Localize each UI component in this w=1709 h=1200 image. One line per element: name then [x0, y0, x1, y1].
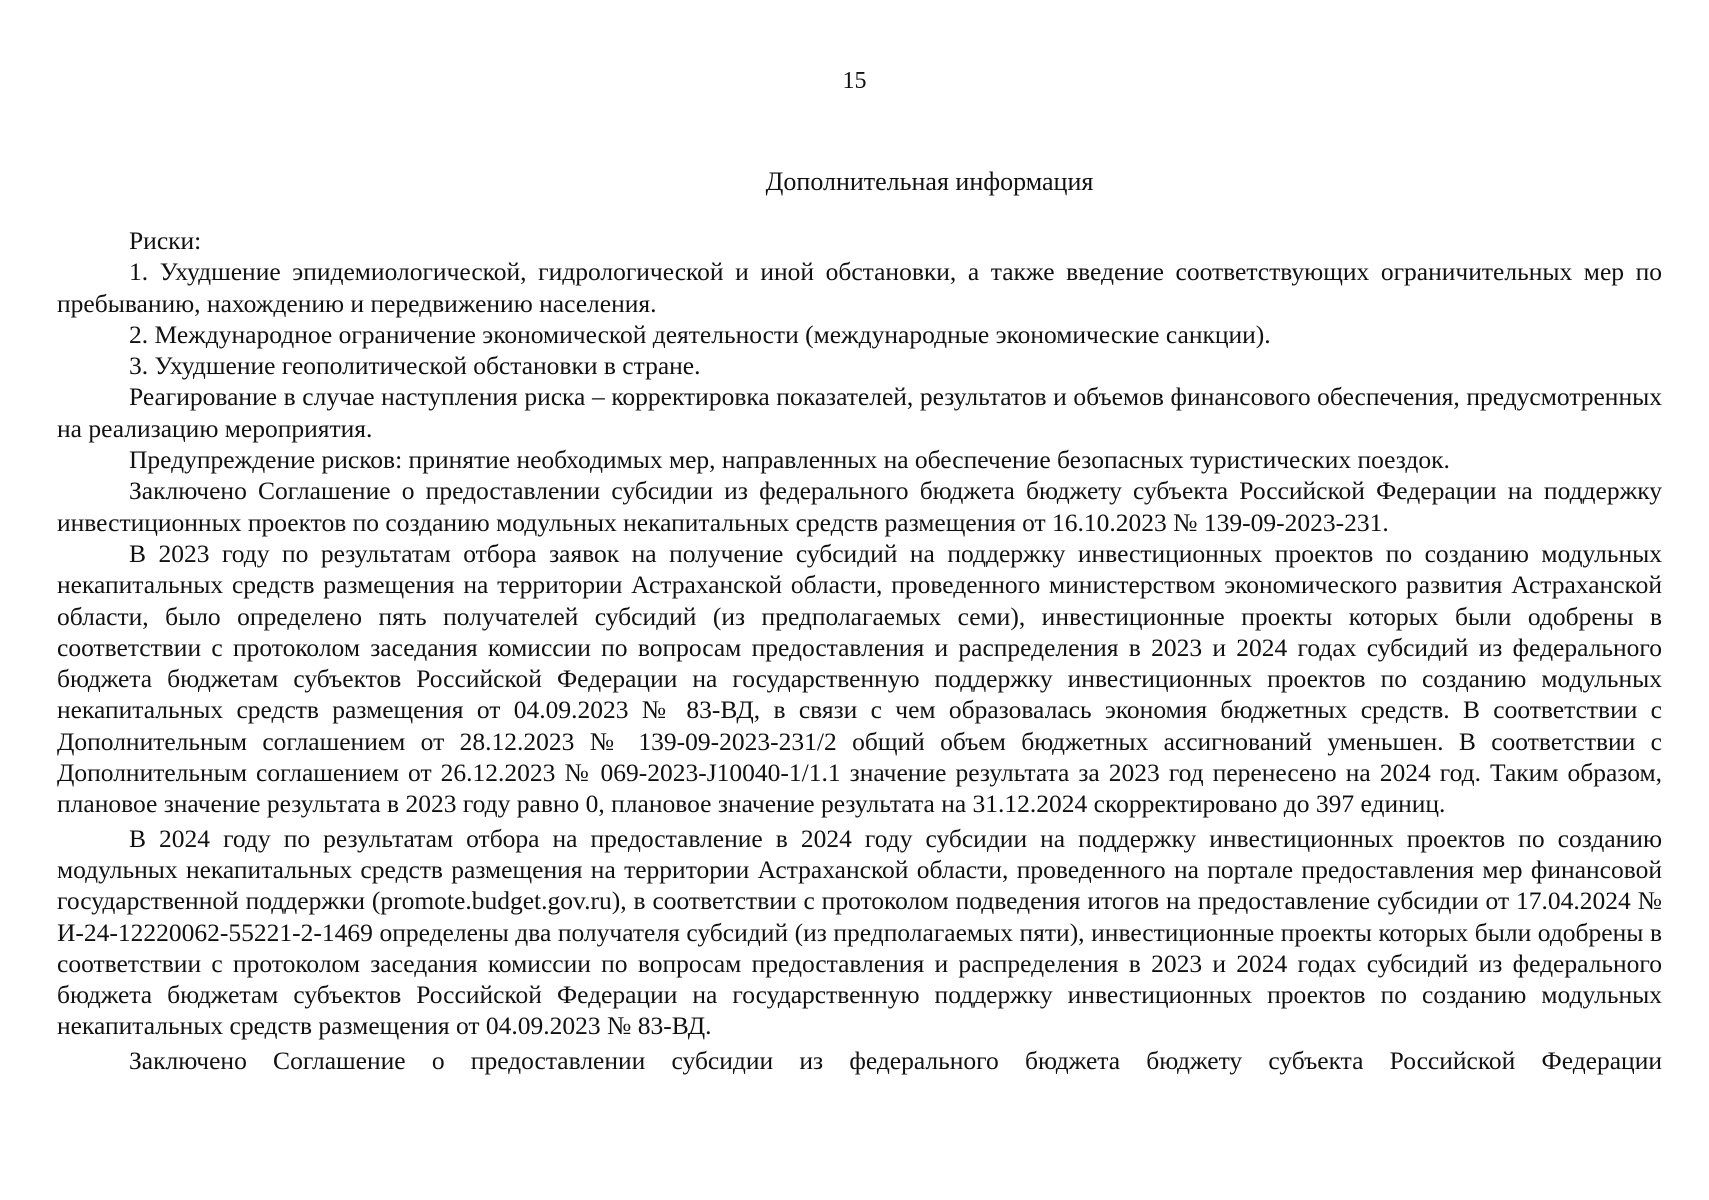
results-2023-paragraph: В 2023 году по результатам отбора заявок на получение субсидий на поддержку инвестиционных проектов по созданию модульных некапитальных средств размещения на территории Астраханской области, проведенного министерством экономического развития Астраханской области, было определено пять получателей субсидий (из предполагаемых семи), инвестиционные проекты которых были одобрены в соответствии с протоколом заседания комиссии по вопросам предоставления и распределения в 2023 и 2024 годах субсидий из федерального бюджета бюджетам субъектов Российской Федерации на государственную поддержку инвестиционных проектов по созданию модульных некапитальных средств размещения от 04.09.2023 № 83-ВД, в связи с чем образовалась экономия бюджетных средств. В соответствии с Дополнительным соглашением от 28.12.2023 № 139-09-2023-231/2 общий объем бюджетных ассигнований уменьшен. В соответствии с Дополнительным соглашением от 26.12.2023 № 069-2023-J10040-1/1.1 значение результата за 2023 год перенесено на 2024 год. Таким образом, плановое значение результата в 2023 году равно 0, плановое значение результата на 31.12.2024 скорректировано до 397 единиц. — [57, 538, 1662, 819]
document-body — [57, 225, 1662, 1076]
risks-heading: Риски: — [129, 226, 202, 255]
agreement-paragraph: Заключено Соглашение о предоставлении субсидии из федерального бюджета бюджету субъекта Российской Федерации на поддержку инвестиционных проектов по созданию модульных некапитальных средств размещения от 16.10.2023 № 139-09-2023-231. — [57, 476, 1662, 537]
results-2024-paragraph: В 2024 году по результатам отбора на предоставление в 2024 году субсидии на поддержку инвестиционных проектов по созданию модульных некапитальных средств размещения на территории Астраханской области, проведенного на портале предоставления мер финансовой государственной поддержки (promote.budget.gov.ru), в соответствии с протоколом подведения итогов на предоставление субсидии от 17.04.2024 № И-24-12220062-55221-2-1469 определены два получателя субсидий (из предполагаемых пяти), инвестиционные проекты которых были одобрены в соответствии с протоколом заседания комиссии по вопросам предоставления и распределения в 2023 и 2024 годах субсидий из федерального бюджета бюджетам субъектов Российской Федерации на государственную поддержку инвестиционных проектов по созданию модульных некапитальных средств размещения от 04.09.2023 № 83-ВД. — [57, 823, 1662, 1041]
risk-item-3: 3. Ухудшение геополитической обстановки в стране. — [129, 351, 701, 381]
page-number: 15 — [842, 68, 867, 94]
section-title: Дополнительная информация — [765, 167, 1094, 196]
risk-response-paragraph: Реагирование в случае наступления риска – корректировка показателей, результатов и объемов финансового обеспечения, предусмотренных на реализацию мероприятия. — [57, 382, 1662, 443]
risk-item-1: 1. Ухудшение эпидемиологической, гидрологической и иной обстановки, а также введение соответствующих ограничительных мер по пребыванию, нахождению и передвижению населения. — [57, 257, 1662, 318]
risk-prevention-paragraph: Предупреждение рисков: принятие необходимых мер, направленных на обеспечение безопасных туристических поездок. — [129, 445, 1450, 475]
risk-item-2: 2. Международное ограничение экономической деятельности (международные экономические санкции). — [129, 319, 1271, 349]
agreement-continued-paragraph: Заключено Соглашение о предоставлении субсидии из федерального бюджета бюджету субъекта Российской Федерации — [129, 1045, 1662, 1075]
